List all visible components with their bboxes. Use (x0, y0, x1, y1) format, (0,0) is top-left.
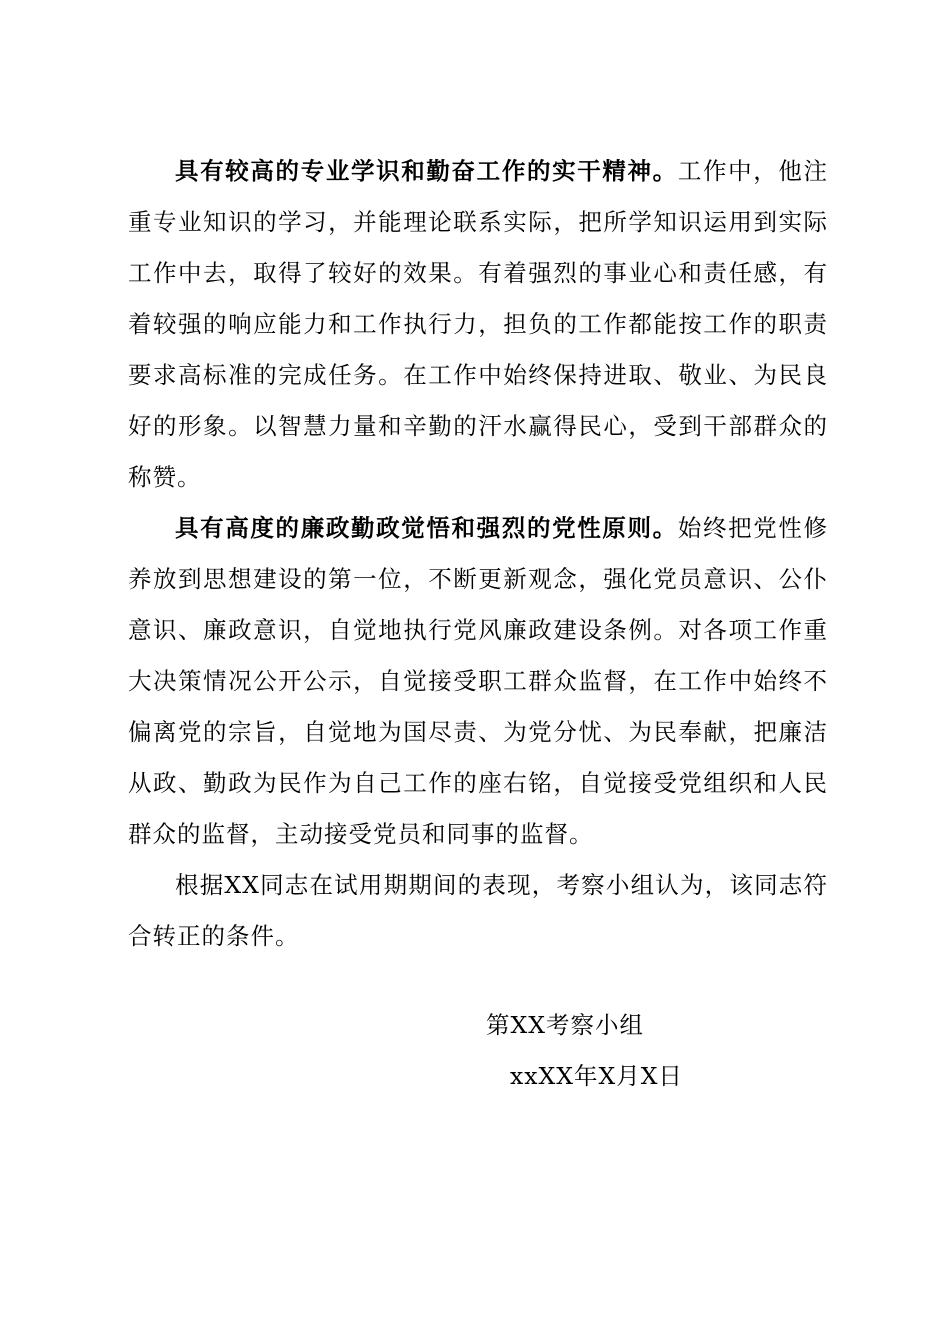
paragraph-lead: 具有高度的廉政勤政觉悟和强烈的党性原则。 (175, 514, 678, 542)
document-body (128, 146, 828, 962)
paragraph-conclusion (128, 860, 828, 962)
paragraph-integrity (128, 503, 828, 860)
paragraph-lead: 具有较高的专业学识和勤奋工作的实干精神。 (175, 157, 678, 185)
paragraph-text: 工作中，他注重专业知识的学习，并能理论联系实际，把所学知识运用到实际工作中去，取得了较好的效果。有着强烈的事业心和责任感，有着较强的响应能力和工作执行力，担负的工作都能按工作的职责要求高标准的完成任务。在工作中始终保持进取、敬业、为民良好的形象。以智慧力量和辛勤的汗水赢得民心，受到干部群众的称赞。 (128, 157, 829, 491)
paragraph-professional (128, 146, 828, 503)
paragraph-text: 始终把党性修养放到思想建设的第一位，不断更新观念，强化党员意识、公仆意识、廉政意识，自觉地执行党风廉政建设条例。对各项工作重大决策情况公开公示，自觉接受职工群众监督，在工作中始终不偏离党的宗旨，自觉地为国尽责、为党分忧、为民奉献，把廉洁从政、勤政为民作为自己工作的座右铭，自觉接受党组织和人民群众的监督，主动接受党员和同事的监督。 (128, 514, 829, 848)
signature-date: xxXX年X月X日 (510, 1062, 683, 1090)
paragraph-text: 根据XX同志在试用期期间的表现，考察小组认为，该同志符合转正的条件。 (128, 871, 828, 950)
signature-group: 第XX考察小组 (486, 1011, 644, 1039)
signature-block (486, 1000, 806, 1102)
